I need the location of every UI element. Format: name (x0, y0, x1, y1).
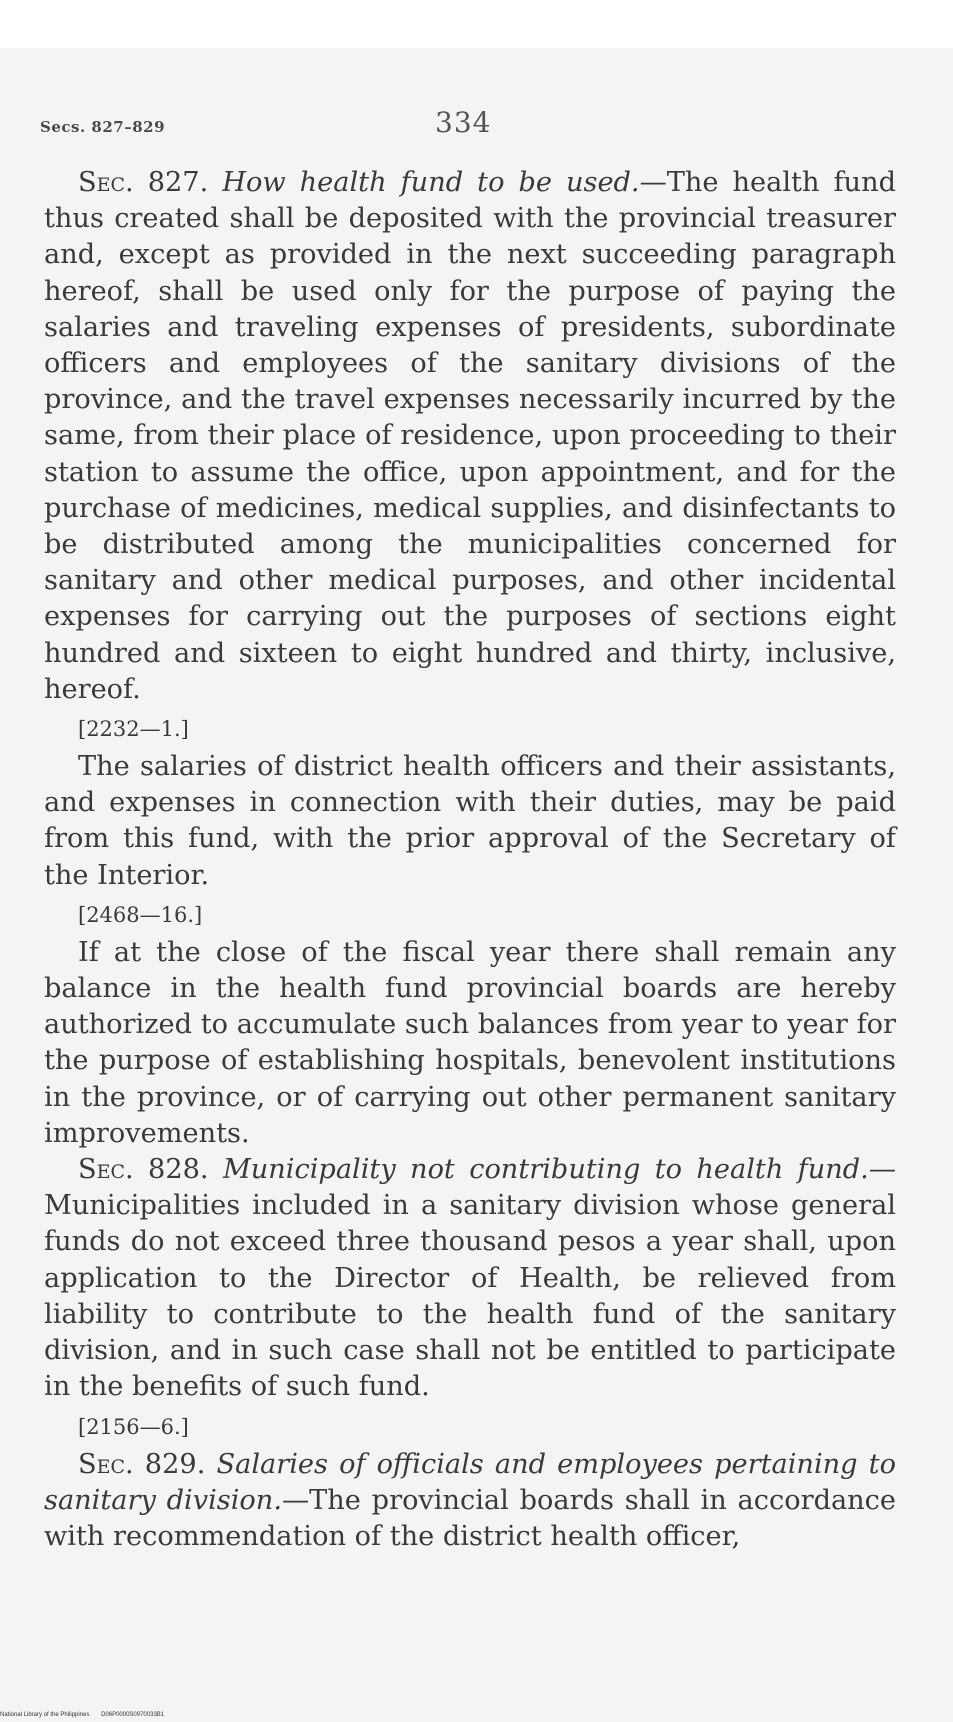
scan-footer (0, 1712, 174, 1718)
section-label: Sec. 828. (78, 1154, 209, 1186)
scan-id: D06P0000S0970033B1 (101, 1712, 165, 1718)
section-range: Secs. 827–829 (40, 118, 166, 136)
section-text: —The provincial boards shall in accordance with recommendation of the district health officer, (44, 1484, 897, 1552)
document-page (0, 48, 953, 1722)
section-heading: How health fund to be used. (222, 167, 640, 198)
library-name: National Library of the Philippines (0, 1712, 90, 1718)
paragraph: If at the close of the fiscal year there shall remain any balance in the health fund provincial boards are hereby authorized to accumulate such balances from year to year for the purpose of establishing hospitals, benevolent institutions in the province, or of carrying out other permanent sanitary improvements. (44, 936, 896, 1149)
section-heading: Municipality not contributing to health fund. (222, 1154, 869, 1186)
section-label: Sec. 829. (78, 1448, 206, 1480)
paragraph: The salaries of district health officers and their assistants, and expenses in connection with their duties, may be paid from this fund, with the prior approval of the Secretary of the Interior. (44, 751, 896, 891)
citation: [2468—16.] (78, 902, 203, 927)
citation: [2232—1.] (78, 717, 189, 742)
section-827 (44, 165, 896, 708)
citation: [2156—6.] (78, 1414, 189, 1439)
section-829 (44, 1447, 896, 1556)
page-number: 334 (435, 106, 492, 139)
section-heading: Salaries of officials and employees pertaining to sanitary division. (44, 1448, 896, 1516)
section-828 (44, 1152, 896, 1405)
section-label: Sec. 827. (78, 167, 209, 198)
section-text: —Municipalities included in a sanitary division whose general funds do not exceed three thousand pesos a year shall, upon application to the Director of Health, be relieved from liability to contribute to the health fund of the sanitary division, and in such case shall not be entitled to participate in the benefits of such fund. (44, 1154, 896, 1403)
page-body (44, 165, 896, 1555)
running-header (40, 106, 913, 146)
section-text: —The health fund thus created shall be deposited with the provincial treasurer and, except as provided in the next succeeding paragraph hereof, shall be used only for the purpose of paying the salaries and traveling expenses of presidents, subordinate officers and employees of the sanitary divisions of the province, and the travel expenses necessarily incurred by the same, from their place of residence, upon proceeding to their station to assume the office, upon appointment, and for the purchase of medicines, medical supplies, and disinfectants to be distributed among the municipalities concerned for sanitary and other medical purposes, and other incidental expenses for carrying out the purposes of sections eight hundred and sixteen to eight hundred and thirty, inclusive, hereof. (44, 167, 896, 705)
